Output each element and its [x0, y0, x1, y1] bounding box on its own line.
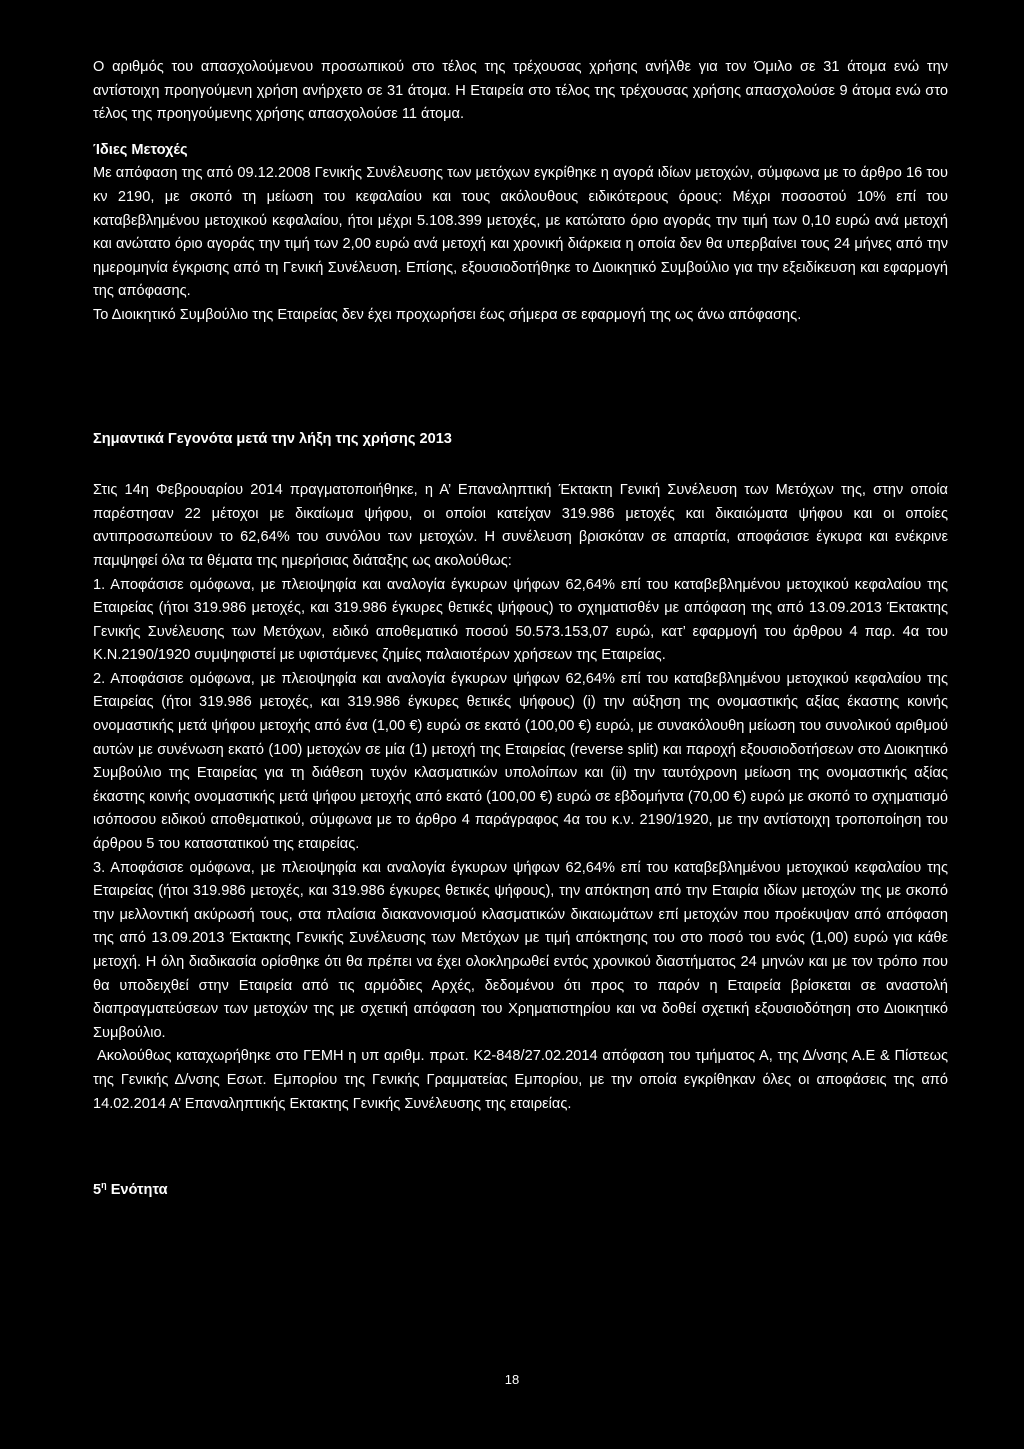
- own-shares-note: Το Διοικητικό Συμβούλιο της Εταιρείας δεν έχει προχωρήσει έως σήμερα σε εφαρμογή της ως άνω απόφασης.: [93, 306, 802, 323]
- next-section-title: [93, 1174, 948, 1202]
- events-item-2: 2. Αποφάσισε ομόφωνα, με πλειοψηφία και αναλογία έγκυρων ψήφων 62,64% επί του καταβεβλημένου μετοχικού κεφαλαίου της Εταιρείας (ήτοι 319.986 μετοχές, και 319.986 έγκυρες θετικές ψήφους) (i) την αύξηση της ονομαστικής αξίας έκαστης κοινής ονομαστικής μετά ψήφου μετοχής από ένα (1,00 €) ευρώ σε εκατό (100,00 €) ευρώ, με συνακόλουθη μείωση του συνολικού αριθμού αυτών με συνένωση εκατό (100) μετοχών σε μία (1) μετοχή της Εταιρείας (reverse split) και παροχή εξουσιοδοτήσεων στο Διοικητικό Συμβούλιο της Εταιρείας για τη διάθεση τυχόν κλασματικών υπολοίπων και (ii) την ταυτόχρονη μείωση της ονομαστικής αξίας έκαστης κοινής ονομαστικής μετά ψήφου μετοχής από εκατό (100,00 €) ευρώ σε εβδομήντα (70,00 €) ευρώ με σκοπό το σχηματισμό ισόποσου ειδικού αποθεματικού, σύμφωνα με το άρθρο 4 παράγραφος 4α του κ.ν. 2190/1920, με την αντίστοιχη τροποποίηση του άρθρου 5 του καταστατικού της εταιρείας.: [93, 670, 948, 853]
- events-registration: Ακολούθως καταχωρήθηκε στο ΓΕΜΗ η υπ αριθμ. πρωτ. Κ2-848/27.02.2014 απόφαση του τμήματος Α, της Δ/νσης Α.Ε & Πίστεως της Γενικής Δ/νσης Εσωτ. Εμπορίου της Γενικής Γραμματείας Εμπορίου, με την οποία εγκρίθηκαν όλες οι αποφάσεις της από 14.02.2014 Α’ Επαναληπτικής Εκτακτης Γενικής Συνέλευσης της εταιρείας.: [93, 1048, 948, 1112]
- section-label: Ενότητα: [110, 1182, 168, 1199]
- events-item-1: 1. Αποφάσισε ομόφωνα, με πλειοψηφία και αναλογία έγκυρων ψήφων 62,64% επί του καταβεβλημένου μετοχικού κεφαλαίου της Εταιρείας (ήτοι 319.986 μετοχές, και 319.986 έγκυρες θετικές ψήφους) το σχηματισθέν με απόφαση της από 13.09.2013 Έκτακτης Γενικής Συνέλευσης των Μετόχων, ειδικό αποθεματικό ποσού 50.573.153,07 ευρώ, κατ’ εφαρμογή του άρθρου 4 παρ. 4α του Κ.Ν.2190/1920 συμψηφιστεί με υφιστάμενες ζημίες παλαιοτέρων χρήσεων της Εταιρείας.: [93, 576, 948, 664]
- page-number: 18: [504, 1372, 520, 1387]
- section-number: 5: [93, 1182, 102, 1199]
- document-body: [93, 56, 948, 1203]
- staff-paragraph: Ο αριθμός του απασχολούμενου προσωπικού στο τέλος της τρέχουσας χρήσης ανήλθε για τον Όμιλο σε 31 άτομα ενώ την αντίστοιχη προηγούμενη χρήση ανήρχετο σε 31 άτομα. Η Εταιρεία στο τέλος της τρέχουσας χρήσης απασχολούσε 9 άτομα ενώ στο τέλος της προηγούμενης χρήσης απασχολούσε 11 άτομα.: [93, 59, 948, 123]
- own-shares-paragraph: Με απόφαση της από 09.12.2008 Γενικής Συνέλευσης των μετόχων εγκρίθηκε η αγορά ιδίων μετοχών, σύμφωνα με το άρθρο 16 του κν 2190, με σκοπό τη μείωση του κεφαλαίου και τους ακόλουθους ειδικότερους όρους: Μέχρι ποσοστού 10% επί του καταβεβλημένου μετοχικού κεφαλαίου, ήτοι μέχρι 5.108.399 μετοχές, με κατώτατο όριο αγοράς την τιμή των 0,10 ευρώ ανά μετοχή και ανώτατο όριο αγοράς την τιμή των 2,00 ευρώ ανά μετοχή και χρονική διάρκεια η οποία δεν θα υπερβαίνει τους 24 μήνες από την ημερομηνία έγκρισης από τη Γενική Συνέλευση. Επίσης, εξουσιοδοτήθηκε το Διοικητικό Συμβούλιο για την εξειδίκευση και εφαρμογή της απόφασης.: [93, 165, 948, 300]
- section-number-suffix: η: [101, 1180, 107, 1191]
- events-intro: Στις 14η Φεβρουαρίου 2014 πραγματοποιήθηκε, η Α’ Επαναληπτική Έκτακτη Γενική Συνέλευση των Μετόχων της, στην οποία παρέστησαν 22 μέτοχοι με δικαίωμα ψήφου, οι οποίοι κατείχαν 319.986 μετοχές και δικαιώματα ψήφου και οι οποίες αντιπροσωπεύουν το 62,64% του συνόλου των μετοχών. Η συνέλευση βρισκόταν σε απαρτία, αποφάσισε έγκυρα και ενέκρινε παμψηφεί όλα τα θέματα της ημερήσιας διάταξης ως ακολούθως:: [93, 482, 948, 569]
- events-heading: Σημαντικά Γεγονότα μετά την λήξη της χρήσης 2013: [93, 430, 452, 447]
- events-item-3: 3. Αποφάσισε ομόφωνα, με πλειοψηφία και αναλογία έγκυρων ψήφων 62,64% επί του καταβεβλημένου μετοχικού κεφαλαίου της Εταιρείας (ήτοι 319.986 μετοχές, και 319.986 έγκυρες θετικές ψήφους), την απόκτηση από την Εταιρία ιδίων μετοχών της με σκοπό την μελλοντική ακύρωσή τους, στα πλαίσια διακανονισμού κλασματικών δικαιωμάτων επί μετοχών που προέκυψαν από απόφαση της από 13.09.2013 Έκτακτης Γενικής Συνέλευσης των Μετόχων με τιμή απόκτησης του στο ποσό του ενός (1,00) ευρώ για κάθε μετοχή. Η όλη διαδικασία ορίσθηκε ότι θα πρέπει να έχει ολοκληρωθεί εντός χρονικού διαστήματος 24 μηνών και με τον τρόπο που θα υποδειχθεί στην Εταιρεία από τις αρμόδιες Αρχές, δεδομένου ότι προς το παρόν η Εταιρεία βρίσκεται σε αναστολή διαπραγματεύσεων των μετοχών της με σχετική απόφαση του Χρηματιστηρίου και να δοθεί σχετική εξουσιοδότηση στο Διοικητικό Συμβούλιο.: [93, 859, 948, 1041]
- own-shares-heading: Ίδιες Μετοχές: [93, 141, 188, 158]
